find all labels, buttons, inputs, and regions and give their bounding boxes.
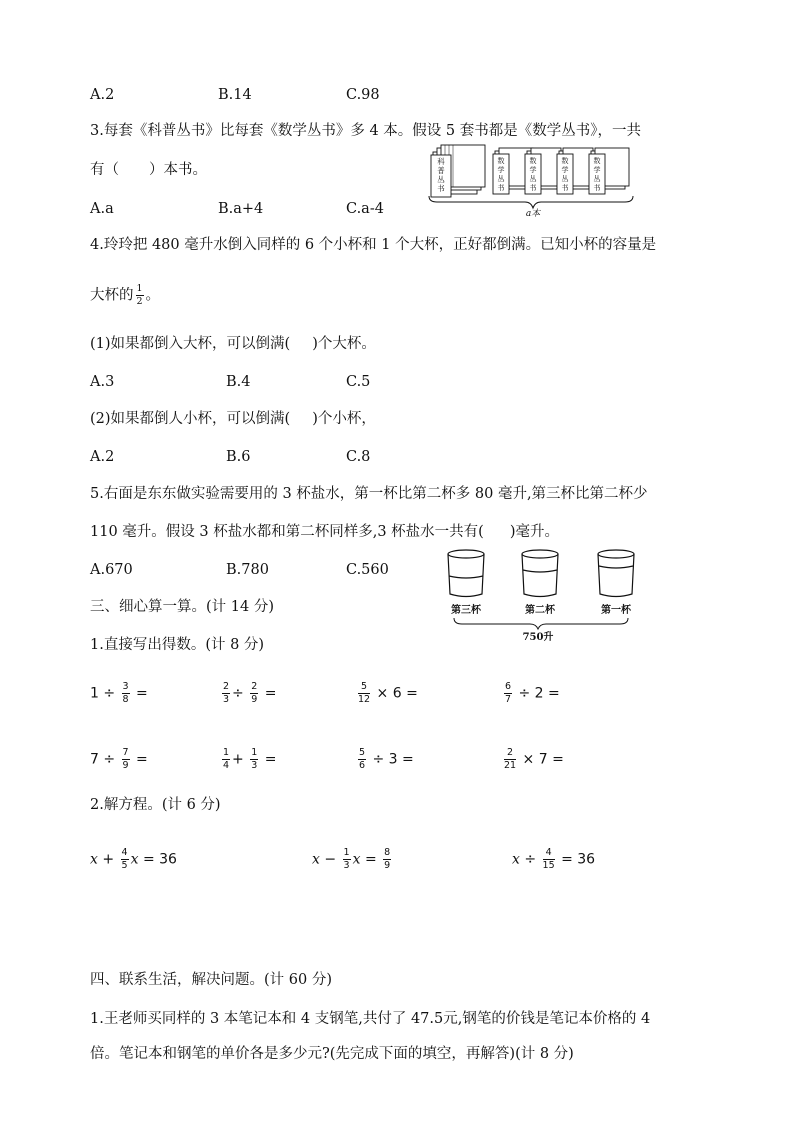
q3-line2-a: 有（ <box>90 162 119 178</box>
q4-line2-prefix: 大杯的 <box>90 287 134 304</box>
q3-line1: 3.每套《科普丛书》比每套《数学丛书》多 4 本。假设 5 套书都是《数学丛书》，一共 <box>90 123 641 139</box>
q4-sub2-option-b: B.6 <box>226 449 251 465</box>
q3-line2-b: ）本书。 <box>149 162 207 178</box>
science-char-2: 普 <box>437 166 445 175</box>
q5-line2-b: )毫升。 <box>509 524 559 540</box>
q4-sub1-b: )个大杯。 <box>312 336 376 352</box>
q5-option-a: A.670 <box>90 562 133 578</box>
q4-fraction: $\frac{1}{2}$ <box>136 283 143 307</box>
q3-option-b: B.a+4 <box>218 201 264 217</box>
cup-second-label: 第二杯 <box>525 605 555 616</box>
q3-line2 <box>90 163 207 178</box>
section3-title: 三、细心算一算。(计 14 分) <box>90 599 274 615</box>
prev-option-c: C.98 <box>346 87 380 103</box>
prev-option-a: A.2 <box>90 87 115 103</box>
q5-line2 <box>90 525 559 540</box>
q4-line2-suffix: 。 <box>145 287 161 304</box>
q4-sub2-b: )个小杯， <box>312 411 376 427</box>
math-stack-3 <box>557 148 593 194</box>
math1-char-1: 数 <box>497 157 505 165</box>
equation-3: x ÷ $\frac{4}{15}$ = 36 <box>512 847 596 871</box>
q3-option-c: C.a-4 <box>346 201 384 217</box>
math3-char-3: 丛 <box>561 175 569 183</box>
math2-char-1: 数 <box>529 157 537 165</box>
q4-sub1 <box>90 337 376 352</box>
math-stack-2 <box>525 148 561 194</box>
math1-char-2: 学 <box>497 166 505 174</box>
section4-title: 四、联系生活，解决问题。(计 60 分) <box>90 972 332 988</box>
math4-char-4: 书 <box>593 184 601 192</box>
math2-char-3: 丛 <box>529 175 537 183</box>
math2-char-4: 书 <box>529 184 537 192</box>
calc-4: $\frac{6}{7}$ ÷ 2 = <box>505 681 560 705</box>
q5-option-b: B.780 <box>226 562 269 578</box>
science-char-1: 科 <box>437 157 445 166</box>
q4-sub2 <box>90 412 376 427</box>
section3-sub1: 1.直接写出得数。(计 8 分) <box>90 637 265 653</box>
equation-1: x + $\frac{4}{5}$ x = 36 <box>90 847 177 871</box>
books-brace-label: a本 <box>525 209 541 218</box>
calc-2: $\frac{2}{3}$ ÷ $\frac{2}{9}$ = <box>223 681 277 705</box>
math1-char-3: 丛 <box>497 175 505 183</box>
calc-1: 1 ÷ $\frac{3}{8}$ = <box>90 681 148 705</box>
math-stack-4 <box>589 148 629 194</box>
calc-8: $\frac{2}{21}$ × 7 = <box>504 747 564 771</box>
q5-line1: 5.右面是东东做实验需要用的 3 杯盐水，第一杯比第二杯多 80 毫升,第三杯比第二杯少 <box>90 486 648 502</box>
q4-sub1-option-c: C.5 <box>346 374 371 390</box>
math3-char-4: 书 <box>561 184 569 192</box>
science-char-3: 丛 <box>437 175 445 184</box>
math1-char-4: 书 <box>497 184 505 192</box>
cup-first <box>598 550 634 597</box>
section4-q1-line1: 1.王老师买同样的 3 本笔记本和 4 支钢笔,共付了 47.5元,钢笔的价钱是笔记本价格的 4 <box>90 1011 651 1027</box>
math4-char-1: 数 <box>593 157 601 165</box>
math3-char-2: 学 <box>561 166 569 174</box>
equation-2: x − $\frac{1}{3}$ x = $\frac{8}{9}$ <box>312 847 391 871</box>
calc-5: 7 ÷ $\frac{7}{9}$ = <box>90 747 148 771</box>
math2-char-2: 学 <box>529 166 537 174</box>
cup-second <box>522 550 558 597</box>
q4-sub1-a: (1)如果都倒入大杯，可以倒满( <box>90 336 291 352</box>
calc-6: $\frac{1}{4}$ + $\frac{1}{3}$ = <box>223 747 277 771</box>
cups-total-label: 750升 <box>522 632 554 643</box>
cups-brace <box>454 618 628 629</box>
cup-third-label: 第三杯 <box>451 605 481 616</box>
math-books-stacks <box>493 148 629 194</box>
science-char-4: 书 <box>437 184 445 193</box>
q5-option-c: C.560 <box>346 562 389 578</box>
section4-q1-line2: 倍。笔记本和钢笔的单价各是多少元?(先完成下面的填空，再解答)(计 8 分) <box>90 1046 574 1062</box>
prev-option-b: B.14 <box>218 87 252 103</box>
calc-3: $\frac{5}{12}$ × 6 = <box>358 681 418 705</box>
q3-option-a: A.a <box>90 201 114 217</box>
q4-sub2-option-a: A.2 <box>90 449 115 465</box>
q4-sub1-option-a: A.3 <box>90 374 115 390</box>
q4-sub2-option-c: C.8 <box>346 449 371 465</box>
q4-sub2-a: (2)如果都倒人小杯，可以倒满( <box>90 411 291 427</box>
q4-line2 <box>90 284 160 307</box>
cups-figure <box>440 544 640 644</box>
cup-third <box>448 550 484 597</box>
cup-first-label: 第一杯 <box>601 605 631 616</box>
math4-char-3: 丛 <box>593 175 601 183</box>
q5-line2-a: 110 毫升。假设 3 杯盐水都和第二杯同样多,3 杯盐水一共有( <box>90 524 484 540</box>
science-books-stack <box>431 145 485 197</box>
books-brace <box>429 196 633 208</box>
q4-sub1-option-b: B.4 <box>226 374 251 390</box>
q4-line1: 4.玲玲把 480 毫升水倒入同样的 6 个小杯和 1 个大杯，正好都倒满。已知小杯的容量是 <box>90 237 657 253</box>
calc-7: $\frac{5}{6}$ ÷ 3 = <box>359 747 414 771</box>
math3-char-1: 数 <box>561 157 569 165</box>
math4-char-2: 学 <box>593 166 601 174</box>
section3-sub2: 2.解方程。(计 6 分) <box>90 797 221 813</box>
books-figure <box>425 142 640 218</box>
